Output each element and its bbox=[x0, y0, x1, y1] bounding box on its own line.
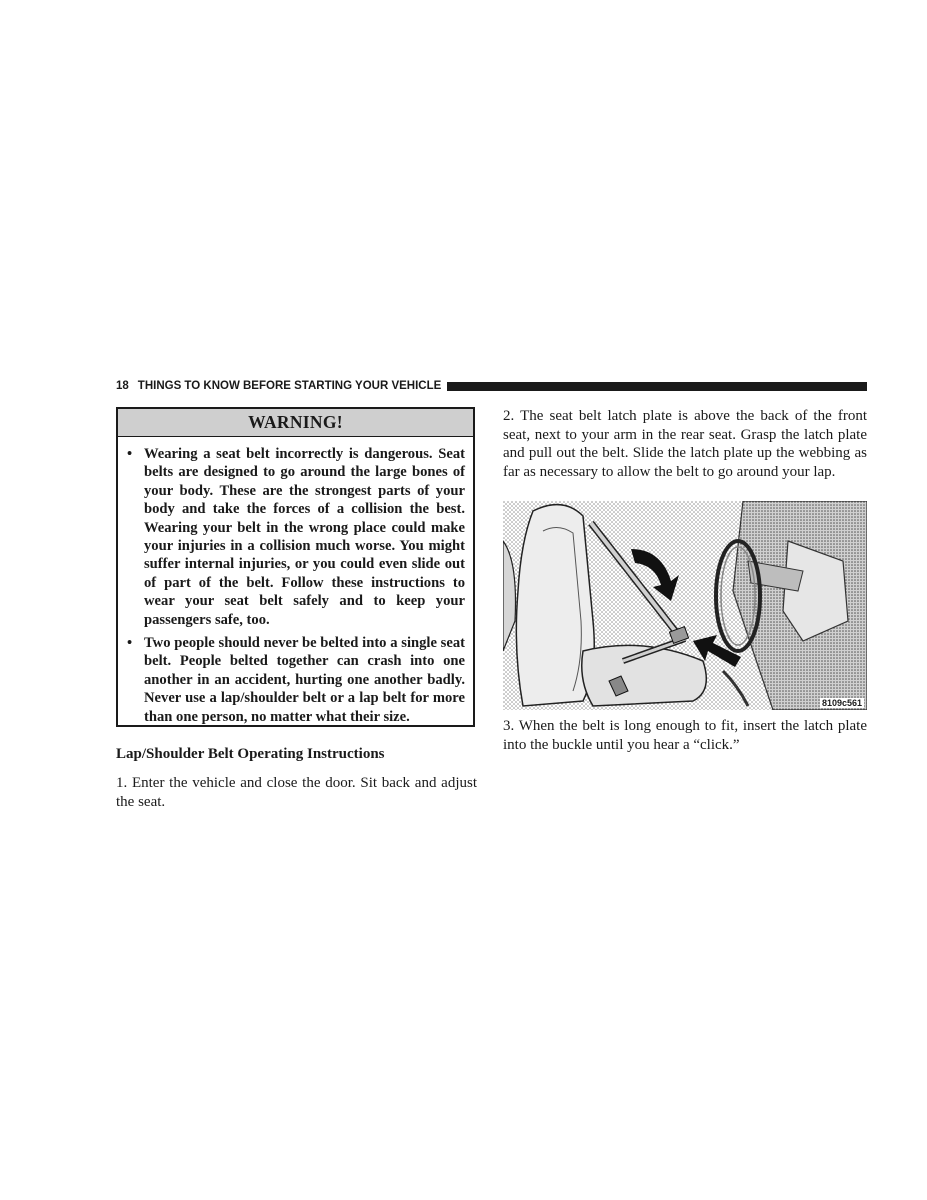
bullet-icon: • bbox=[127, 446, 133, 462]
step-1-text: 1. Enter the vehicle and close the door. Sit back and adjust the seat. bbox=[116, 775, 477, 810]
figure-code: 8109c561 bbox=[821, 698, 862, 708]
warning-item-text: Two people should never be belted into a single seat belt. People belted together can crash into one another in an accident, hurting one another badly. Never use a lap/shoulder belt or a lap belt for more than one person, no matter what their size. bbox=[144, 635, 465, 725]
chapter-title: THINGS TO KNOW BEFORE STARTING YOUR VEHICLE bbox=[137, 380, 442, 392]
step-3-text: 3. When the belt is long enough to fit, insert the latch plate into the buckle until you hear a “click.” bbox=[503, 718, 867, 753]
warning-box bbox=[116, 407, 475, 727]
warning-item bbox=[127, 445, 465, 629]
section-heading: Lap/Shoulder Belt Operating Instructions bbox=[116, 746, 385, 762]
step-2-text: 2. The seat belt latch plate is above the back of the front seat, next to your arm in the rear seat. Grasp the latch plate and pull out the belt. Slide the latch plate up the webbing as far as necessary to allow the belt to go around your lap. bbox=[503, 408, 867, 480]
warning-title: WARNING! bbox=[118, 409, 473, 437]
warning-item bbox=[127, 634, 465, 726]
warning-list bbox=[118, 437, 473, 726]
header-rule bbox=[447, 382, 867, 391]
seat-belt-illustration bbox=[503, 501, 867, 710]
seat-belt-drawing bbox=[503, 501, 867, 710]
bullet-icon: • bbox=[127, 635, 133, 652]
running-header bbox=[116, 379, 867, 393]
warning-item-text: Wearing a seat belt incorrectly is dangerous. Seat belts are designed to go around the large bones of your body. These are the strongest parts of your body and take the forces of a collision the best. Wearing your belt in the wrong place could make your injuries in a collision much worse. You might suffer internal injuries, or you could even slide out of part of the belt. Follow these instructions to wear your seat belt safely and to keep your passengers safe, too. bbox=[144, 446, 465, 628]
page-number: 18 bbox=[116, 380, 129, 392]
